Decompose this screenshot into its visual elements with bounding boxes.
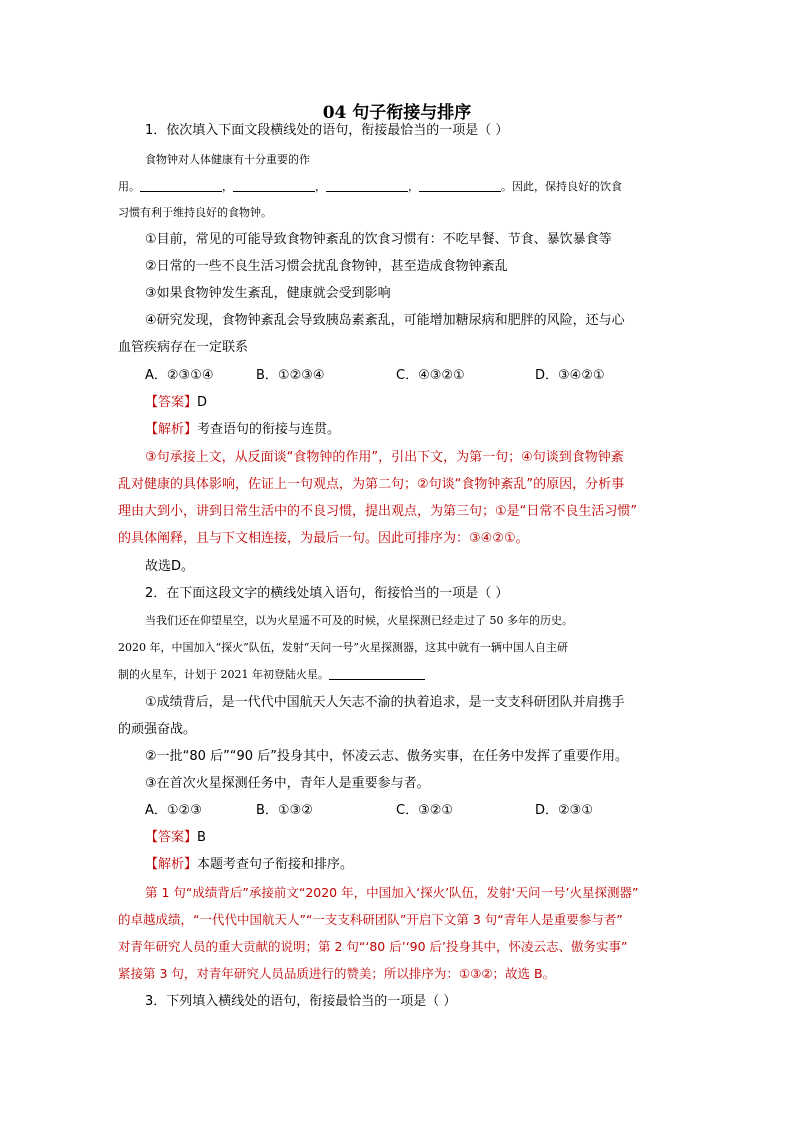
- q1-passage-a: 食物钟对人体健康有十分重要的作: [145, 153, 310, 166]
- q1-explanation-1: ③句承接上文，从反面谈“食物钟的作用”，引出下文，为第一句；④句谈到食物钟紊: [145, 450, 624, 465]
- q1-option-a: A．②③①④: [145, 368, 214, 383]
- q1-blank-4: [419, 177, 501, 192]
- q1-item-2: ②日常的一些不良生活习惯会扰乱食物钟，甚至造成食物钟紊乱: [145, 259, 508, 274]
- q1-stem: 1．依次填入下面文段横线处的语句，衔接最恰当的一项是（ ）: [145, 123, 509, 138]
- q1-blank-1: [140, 177, 222, 192]
- q2-option-d: D．②③①: [535, 803, 593, 818]
- q2-passage-b: 2020 年，中国加入“探火”队伍，发射“天问一号”火星探测器，这其中就有一辆中国人自主研: [118, 641, 568, 654]
- q1-explanation-3: 理由大到小，讲到日常生活中的不良习惯，提出观点，为第三句；①是“日常不良生活习惯”: [118, 504, 638, 519]
- q1-item-1: ①目前，常见的可能导致食物钟紊乱的饮食习惯有：不吃早餐、节食、暴饮暴食等: [145, 232, 612, 247]
- analysis-tag: 【解析】: [145, 857, 198, 872]
- q2-explanation-1: 第 1 句“成绩背后”承接前文“2020 年，中国加入‘探火’队伍，发射‘天问一号’火星探测器”: [145, 885, 639, 900]
- q2-passage-a: 当我们还在仰望星空，以为火星遥不可及的时候，火星探测已经走过了 50 多年的历史。: [145, 614, 573, 627]
- q1-explanation-2: 乱对健康的具体影响，佐证上一句观点，为第二句；②句谈“食物钟紊乱”的原因，分析事: [118, 477, 625, 492]
- q2-option-b: B．①③②: [256, 803, 313, 818]
- q3-stem: 3．下列填入横线处的语句，衔接最恰当的一项是（ ）: [145, 994, 457, 1009]
- q1-blank-3: [326, 177, 408, 192]
- q1-analysis: 【解析】考查语句的衔接与连贯。: [145, 422, 341, 437]
- q2-explanation-3: 对青年研究人员的重大贡献的说明；第 2 句“‘80 后’‘90 后’投身其中，怀凌云志、傲务实事”: [118, 939, 628, 954]
- q1-item-4a: ④研究发现，食物钟紊乱会导致胰岛素紊乱，可能增加糖尿病和肥胖的风险，还与心: [145, 313, 625, 328]
- q1-explanation-4: 的具体阐释，且与下文相连接，为最后一句。因此可排序为：③④②①。: [118, 531, 529, 546]
- q1-item-4b: 血管疾病存在一定联系: [118, 340, 249, 355]
- answer-tag: 【答案】: [145, 830, 198, 845]
- page-title: 04 句子衔接与排序: [322, 103, 472, 123]
- answer-tag: 【答案】: [145, 395, 198, 410]
- q2-item-1b: 的顽强奋战。: [118, 722, 197, 737]
- q2-item-3: ③在首次火星探测任务中，青年人是重要参与者。: [145, 776, 430, 791]
- q2-answer: 【答案】B: [145, 830, 206, 845]
- q2-blank: [329, 665, 425, 680]
- q1-blank-2: [233, 177, 315, 192]
- q1-option-c: C．④③②①: [396, 368, 465, 383]
- q2-explanation-4: 紧接第 3 句，对青年研究人员品质进行的赞美；所以排序为：①③②；故选 B。: [118, 966, 556, 981]
- q2-item-2: ②一批“80 后”“90 后”投身其中，怀凌云志、傲务实事，在任务中发挥了重要作用。: [145, 749, 628, 764]
- q1-option-d: D．③④②①: [535, 368, 605, 383]
- q2-option-c: C．③②①: [396, 803, 454, 818]
- q1-item-3: ③如果食物钟发生紊乱，健康就会受到影响: [145, 286, 391, 301]
- q2-option-a: A．①②③: [145, 803, 202, 818]
- q1-passage-c: 习惯有利于维持良好的食物钟。: [118, 206, 272, 219]
- q2-stem: 2．在下面这段文字的横线处填入语句，衔接恰当的一项是（ ）: [145, 586, 509, 601]
- analysis-tag: 【解析】: [145, 422, 198, 437]
- q1-conclusion: 故选D。: [145, 559, 195, 574]
- q2-item-1a: ①成绩背后，是一代代中国航天人矢志不渝的执着追求，是一支支科研团队并肩携手: [145, 695, 625, 710]
- q1-answer: 【答案】D: [145, 395, 208, 410]
- q2-explanation-2: 的卓越成绩，“一代代中国航天人”“一支支科研团队”开启下文第 3 句“青年人是重要参与者”: [118, 912, 623, 927]
- q2-analysis: 【解析】本题考查句子衔接和排序。: [145, 857, 354, 872]
- q1-passage-b: 用。 ， ， ， 。因此，保持良好的饮食: [118, 177, 622, 197]
- q2-passage-c: 制的火星车，计划于 2021 年初登陆火星。: [118, 665, 425, 685]
- q1-option-b: B．①②③④: [256, 368, 325, 383]
